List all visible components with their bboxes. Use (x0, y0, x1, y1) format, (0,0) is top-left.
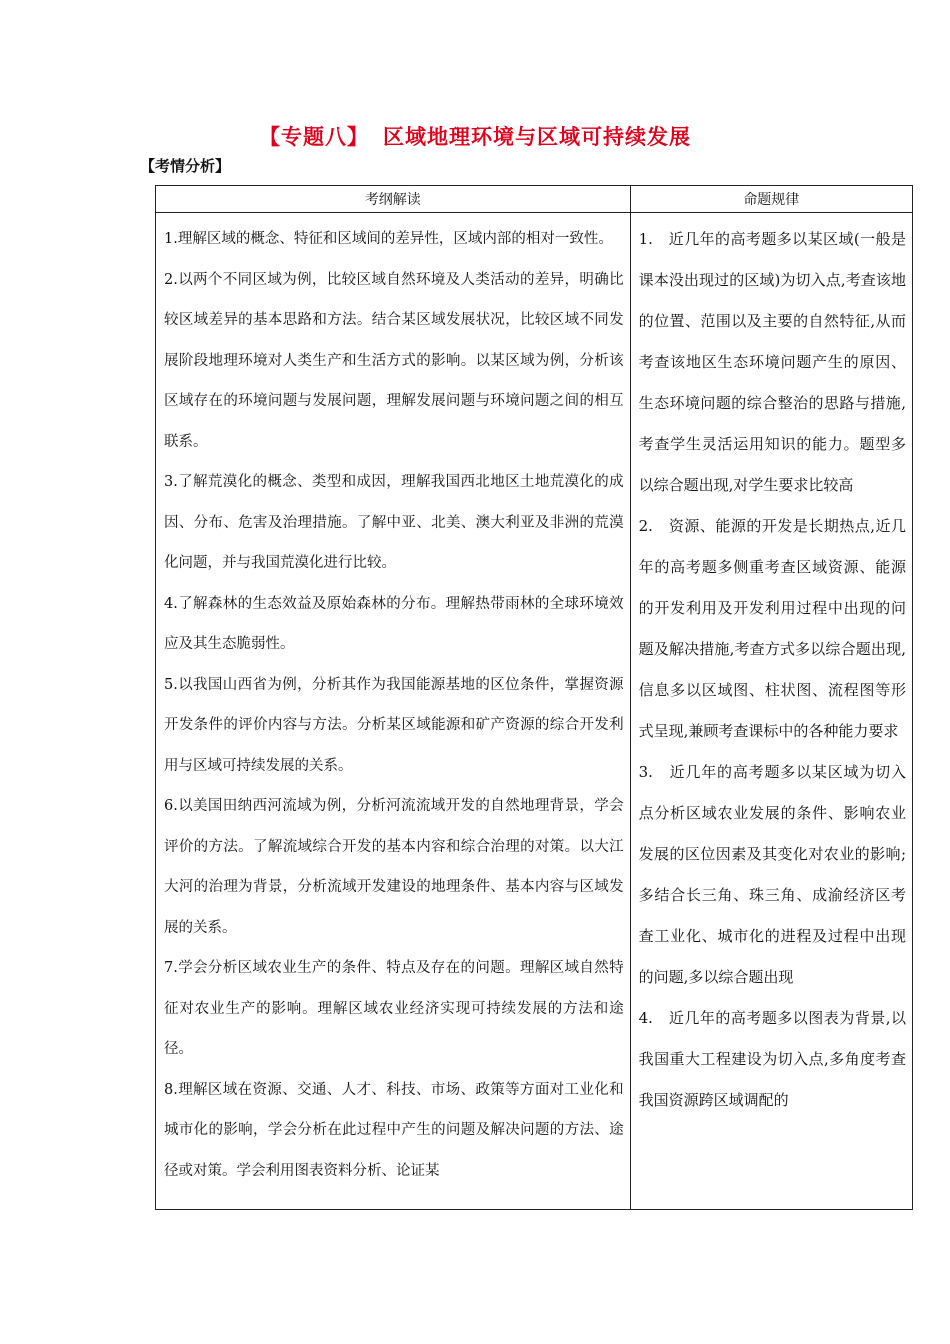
pattern-item-3: 3. 近几年的高考题多以某区域为切入点分析区域农业发展的条件、影响农业发展的区位因素及其变化对农业的影响;多结合长三角、珠三角、成渝经济区考查工业化、城市化的进程及过程中出现的问题,多以综合题出现 (638, 763, 906, 986)
syllabus-cell (156, 213, 631, 1210)
pattern-item-4: 4. 近几年的高考题多以图表为背景,以我国重大工程建设为切入点,多角度考查我国资源跨区域调配的 (638, 1009, 906, 1109)
analysis-table (155, 185, 913, 1210)
table-row (156, 213, 913, 1210)
page-title (0, 121, 950, 151)
header-patterns: 命题规律 (630, 186, 912, 213)
syllabus-item-4: 4.了解森林的生态效益及原始森林的分布。理解热带雨林的全球环境效应及其生态脆弱性。 (164, 595, 624, 652)
syllabus-item-2: 2.以两个不同区域为例，比较区域自然环境及人类活动的差异，明确比较区域差异的基本思路和方法。结合某区域发展状况，比较区域不同发展阶段地理环境对人类生产和生活方式的影响。以某区域为例，分析该区域存在的环境问题与发展问题，理解发展问题与环境问题之间的相互联系。 (164, 271, 624, 450)
pattern-item-1: 1. 近几年的高考题多以某区域(一般是课本没出现过的区域)为切入点,考查该地的位置、范围以及主要的自然特征,从而考查该地区生态环境问题产生的原因、生态环境问题的综合整治的思路与措施,考查学生灵活运用知识的能力。题型多以综合题出现,对学生要求比较高 (638, 230, 906, 494)
header-syllabus: 考纲解读 (156, 186, 631, 213)
section-label: 【考情分析】 (140, 157, 231, 175)
title-text: 区域地理环境与区域可持续发展 (383, 125, 691, 149)
syllabus-item-3: 3.了解荒漠化的概念、类型和成因，理解我国西北地区土地荒漠化的成因、分布、危害及治理措施。了解中亚、北美、澳大利亚及非洲的荒漠化问题，并与我国荒漠化进行比较。 (164, 474, 624, 571)
pattern-item-2: 2. 资源、能源的开发是长期热点,近几年的高考题多侧重考查区域资源、能源的开发利用及开发利用过程中出现的问题及解决措施,考查方式多以综合题出现,信息多以区域图、柱状图、流程图等形式呈现,兼顾考查课标中的各种能力要求 (638, 517, 906, 740)
syllabus-item-5: 5.以我国山西省为例，分析其作为我国能源基地的区位条件，掌握资源开发条件的评价内容与方法。分析某区域能源和矿产资源的综合开发利用与区域可持续发展的关系。 (164, 676, 624, 774)
title-tag: 【专题八】 (259, 125, 369, 149)
patterns-cell (630, 213, 912, 1210)
table-header-row (156, 186, 913, 213)
syllabus-item-8: 8.理解区域在资源、交通、人才、科技、市场、政策等方面对工业化和城市化的影响，学会分析在此过程中产生的问题及解决问题的方法、途径或对策。学会利用图表资料分析、论证某 (164, 1081, 624, 1179)
syllabus-item-7: 7.学会分析区域农业生产的条件、特点及存在的问题。理解区域自然特征对农业生产的影响。理解区域农业经济实现可持续发展的方法和途径。 (164, 960, 624, 1057)
syllabus-item-1: 1.理解区域的概念、特征和区域间的差异性，区域内部的相对一致性。 (164, 231, 613, 247)
syllabus-item-6: 6.以美国田纳西河流域为例，分析河流流域开发的自然地理背景，学会评价的方法。了解流域综合开发的基本内容和综合治理的对策。以大江大河的治理为背景，分析流域开发建设的地理条件、基本内容与区域发展的关系。 (164, 798, 624, 936)
